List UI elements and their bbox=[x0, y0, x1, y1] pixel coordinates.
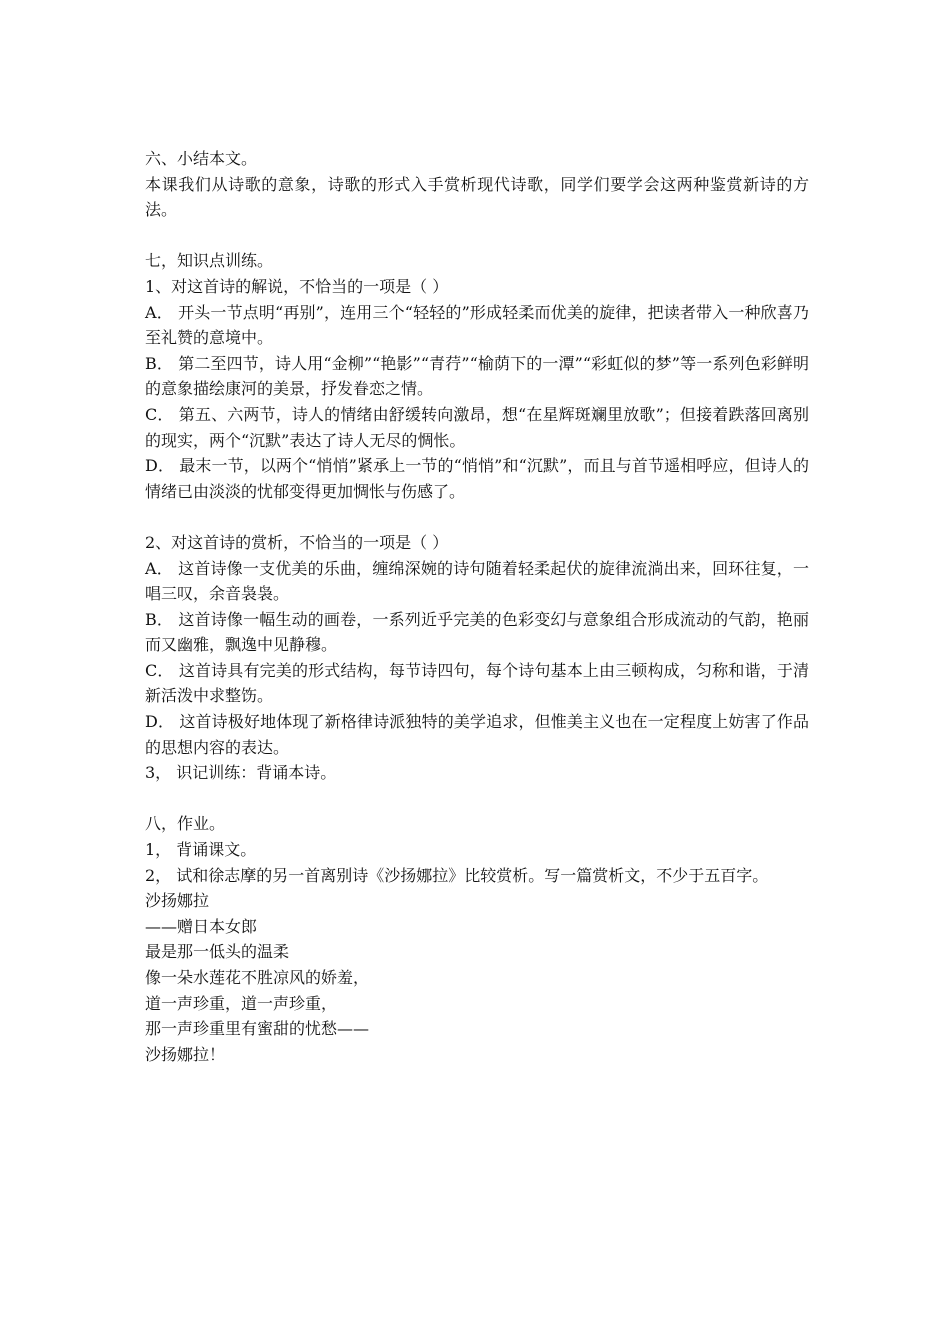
poem-line: 道一声珍重，道一声珍重， bbox=[145, 993, 338, 1013]
poem-line: 最是那一低头的温柔 bbox=[145, 942, 290, 962]
spacer bbox=[145, 786, 809, 812]
question1-option-b: B． 第二至四节，诗人用“金柳”“艳影”“青荇”“榆荫下的一潭”“彩虹似的梦”等一系列色彩鲜明的意象描绘康河的美景，抒发眷恋之情。 bbox=[145, 353, 809, 399]
spacer bbox=[145, 504, 809, 530]
question1-option-c: C． 第五、六两节，诗人的情绪由舒缓转向激昂，想“在星辉斑斓里放歌”；但接着跌落回离别的现实，两个“沉默”表达了诗人无尽的惆怅。 bbox=[145, 404, 809, 450]
question2-option-b: B． 这首诗像一幅生动的画卷，一系列近乎完美的色彩变幻与意象组合形成流动的气韵，艳丽而又幽雅，飘逸中见静穆。 bbox=[145, 609, 809, 655]
poem-line: 像一朵水莲花不胜凉风的娇羞， bbox=[145, 968, 370, 987]
question1-option-a: A． 开头一节点明“再别”，连用三个“轻轻的”形成轻柔而优美的旋律，把读者带入一种欣喜乃至礼赞的意境中。 bbox=[145, 302, 809, 348]
section6-heading: 六、小结本文。 bbox=[145, 149, 258, 168]
question2-stem: 2、对这首诗的赏析，不恰当的一项是（ ） bbox=[145, 532, 449, 552]
section8-heading: 八，作业。 bbox=[145, 814, 226, 834]
homework-item-2: 2， 试和徐志摩的另一首离别诗《沙扬娜拉》比较赏析。写一篇赏析文，不少于五百字。 bbox=[145, 865, 769, 885]
spacer bbox=[145, 223, 809, 249]
poem-subtitle: ——赠日本女郎 bbox=[145, 916, 258, 936]
section7-heading: 七，知识点训练。 bbox=[145, 251, 274, 271]
question2-option-a: A． 这首诗像一支优美的乐曲，缠绵深婉的诗句随着轻柔起伏的旋律流淌出来，回环往复，一唱三叹，余音袅袅。 bbox=[145, 558, 809, 604]
homework-item-1: 1， 背诵课文。 bbox=[145, 840, 257, 860]
poem-title: 沙扬娜拉 bbox=[145, 891, 210, 911]
poem-line: 那一声珍重里有蜜甜的忧愁—— bbox=[145, 1019, 370, 1039]
section6-body: 本课我们从诗歌的意象，诗歌的形式入手赏析现代诗歌，同学们要学会这两种鉴赏新诗的方法。 bbox=[145, 174, 809, 220]
question2-option-c: C． 这首诗具有完美的形式结构，每节诗四句，每个诗句基本上由三顿构成，匀称和谐，于清新活泼中求整饬。 bbox=[145, 660, 809, 706]
question1-stem: 1、对这首诗的解说，不恰当的一项是（ ） bbox=[145, 276, 449, 296]
question2-option-d: D． 这首诗极好地体现了新格律诗派独特的美学追求，但惟美主义也在一定程度上妨害了作品的思想内容的表达。 bbox=[145, 712, 809, 757]
document-page bbox=[145, 146, 809, 1067]
poem-line: 沙扬娜拉！ bbox=[145, 1044, 226, 1064]
question3: 3， 识记训练：背诵本诗。 bbox=[145, 763, 337, 783]
question1-option-d: D． 最末一节，以两个“悄悄”紧承上一节的“悄悄”和“沉默”，而且与首节遥相呼应，但诗人的情绪已由淡淡的忧郁变得更加惆怅与伤感了。 bbox=[145, 456, 809, 501]
